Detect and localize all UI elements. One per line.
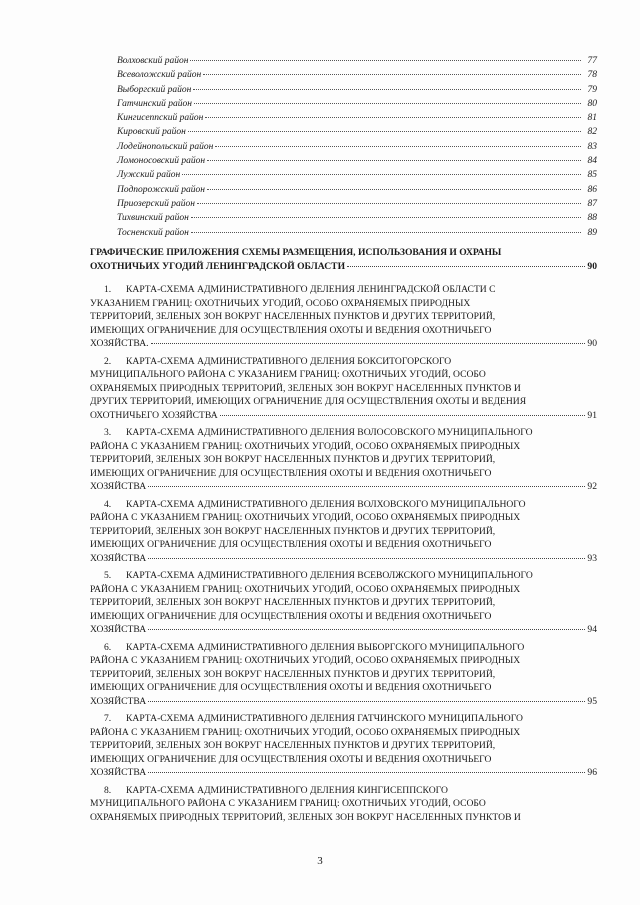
page-number: 3 [317, 855, 323, 867]
dot-leader [193, 89, 581, 90]
district-label: Подпорожский район [117, 184, 205, 195]
district-label: Лодейнопольский район [117, 141, 214, 152]
dot-leader [197, 203, 581, 204]
entry-page-number: 96 [587, 767, 597, 778]
dot-leader [207, 189, 581, 190]
district-label: Приозерский район [117, 198, 195, 209]
district-label: Тихвинский район [117, 213, 189, 224]
entry-text-line: КАРТА-СХЕМА АДМИНИСТРАТИВНОГО ДЕЛЕНИЯ ГАТЧИНСКОГО МУНИЦИПАЛЬНОГО [126, 713, 523, 724]
entry-text-line: УКАЗАНИЕМ ГРАНИЦ: ОХОТНИЧЬИХ УГОДИЙ, ОСОБО ОХРАНЯЕМЫХ ПРИРОДНЫХ [90, 297, 471, 309]
entry-text-line: ИМЕЮЩИХ ОГРАНИЧЕНИЕ ДЛЯ ОСУЩЕСТВЛЕНИЯ ОХОТЫ И ВЕДЕНИЯ ОХОТНИЧЬЕГО [90, 682, 492, 693]
entry-text-line: ХОЗЯЙСТВА [90, 624, 147, 635]
entry-text-line: ТЕРРИТОРИЙ, ЗЕЛЕНЫХ ЗОН ВОКРУГ НАСЕЛЕННЫХ ПУНКТОВ И ДРУГИХ ТЕРРИТОРИЙ, [90, 525, 496, 537]
entry-text-line: РАЙОНА С УКАЗАНИЕМ ГРАНИЦ: ОХОТНИЧЬИХ УГОДИЙ, ОСОБО ОХРАНЯЕМЫХ ПРИРОДНЫХ [90, 583, 521, 595]
toc-map-entry[interactable] [90, 355, 597, 423]
dot-leader [148, 558, 585, 559]
entry-text-line: ХОЗЯЙСТВА [90, 695, 147, 707]
toc-map-entry[interactable] [90, 426, 597, 494]
toc-district-row[interactable] [117, 142, 597, 156]
entry-number: 2. [104, 355, 112, 367]
entry-page-number: 93 [587, 552, 597, 564]
dot-leader [347, 266, 585, 267]
toc-district-row[interactable] [117, 199, 597, 213]
section-page-number: 90 [587, 260, 597, 272]
dot-leader [194, 103, 581, 104]
district-label: Гатчинский район [117, 98, 193, 109]
toc-district-row[interactable] [117, 56, 597, 70]
district-page-number: 83 [587, 141, 597, 152]
district-page-number: 85 [587, 170, 597, 181]
entry-text-line: МУНИЦИПАЛЬНОГО РАЙОНА С УКАЗАНИЕМ ГРАНИЦ: ОХОТНИЧЬИХ УГОДИЙ, ОСОБО [90, 798, 486, 809]
entry-text-line: КАРТА-СХЕМА АДМИНИСТРАТИВНОГО ДЕЛЕНИЯ БОКСИТОГОРСКОГО [126, 355, 452, 367]
section-title-line-2: ОХОТНИЧЬИХ УГОДИЙ ЛЕНИНГРАДСКОЙ ОБЛАСТИ [90, 260, 346, 272]
dot-leader [148, 629, 585, 630]
district-page-number: 89 [587, 227, 597, 238]
entry-text-line: КАРТА-СХЕМА АДМИНИСТРАТИВНОГО ДЕЛЕНИЯ ВОЛХОВСКОГО МУНИЦИПАЛЬНОГО [126, 498, 526, 510]
district-page-number: 80 [587, 98, 597, 109]
district-label: Выборгский район [117, 84, 192, 95]
entry-text-line: МУНИЦИПАЛЬНОГО РАЙОНА С УКАЗАНИЕМ ГРАНИЦ: ОХОТНИЧЬИХ УГОДИЙ, ОСОБО [90, 369, 486, 380]
entry-text-line: КАРТА-СХЕМА АДМИНИСТРАТИВНОГО ДЕЛЕНИЯ ВСЕВОЛЖСКОГО МУНИЦИПАЛЬНОГО [126, 570, 533, 581]
district-page-number: 77 [587, 56, 597, 66]
toc-district-list [117, 56, 597, 242]
district-page-number: 87 [587, 198, 597, 209]
dot-leader [148, 701, 585, 702]
district-page-number: 88 [587, 213, 597, 224]
toc-district-row[interactable] [117, 85, 597, 99]
entry-text-line: ДРУГИХ ТЕРРИТОРИЙ, ИМЕЮЩИХ ОГРАНИЧЕНИЕ ДЛЯ ОСУЩЕСТВЛЕНИЯ ОХОТЫ И ВЕДЕНИЯ [90, 396, 527, 407]
dot-leader [182, 174, 581, 175]
entry-number: 4. [104, 498, 112, 510]
dot-leader [207, 160, 581, 161]
dot-leader [215, 146, 581, 147]
section-title-line-1: ГРАФИЧЕСКИЕ ПРИЛОЖЕНИЯ СХЕМЫ РАЗМЕЩЕНИЯ, ИСПОЛЬЗОВАНИЯ И ОХРАНЫ [90, 247, 502, 258]
entry-page-number: 91 [587, 409, 597, 421]
entry-text-line: ИМЕЮЩИХ ОГРАНИЧЕНИЕ ДЛЯ ОСУЩЕСТВЛЕНИЯ ОХОТЫ И ВЕДЕНИЯ ОХОТНИЧЬЕГО [90, 610, 492, 622]
entry-text-line: ХОЗЯЙСТВА [90, 481, 147, 492]
entry-number: 1. [104, 284, 112, 295]
toc-map-entry[interactable] [90, 712, 597, 780]
dot-leader [205, 117, 581, 118]
toc-district-row[interactable] [117, 213, 597, 227]
dot-leader [151, 343, 586, 344]
toc-district-row[interactable] [117, 185, 597, 199]
district-page-number: 82 [587, 127, 597, 138]
district-label: Лужский район [117, 170, 181, 181]
district-label: Волховский район [117, 56, 189, 66]
entry-text-line: ХОЗЯЙСТВА [90, 767, 147, 778]
entry-text-line: ТЕРРИТОРИЙ, ЗЕЛЕНЫХ ЗОН ВОКРУГ НАСЕЛЕННЫХ ПУНКТОВ И ДРУГИХ ТЕРРИТОРИЙ, [90, 454, 496, 465]
entry-number: 5. [104, 570, 112, 581]
toc-map-entry[interactable] [90, 784, 597, 825]
entry-text-line: ТЕРРИТОРИЙ, ЗЕЛЕНЫХ ЗОН ВОКРУГ НАСЕЛЕННЫХ ПУНКТОВ И ДРУГИХ ТЕРРИТОРИЙ, [90, 668, 496, 680]
toc-district-row[interactable] [117, 113, 597, 127]
toc-map-entry[interactable] [90, 283, 597, 351]
entry-page-number: 90 [587, 338, 597, 349]
toc-district-row[interactable] [117, 228, 597, 242]
dot-leader [191, 217, 581, 218]
toc-map-entry[interactable] [90, 569, 597, 637]
entry-page-number: 95 [587, 695, 597, 707]
entry-text-line: ОХОТНИЧЬЕГО ХОЗЯЙСТВА [90, 409, 218, 421]
entry-text-line: ОХРАНЯЕМЫХ ПРИРОДНЫХ ТЕРРИТОРИЙ, ЗЕЛЕНЫХ ЗОН ВОКРУГ НАСЕЛЕННЫХ ПУНКТОВ И [90, 811, 521, 823]
district-page-number: 84 [587, 156, 597, 167]
entry-text-line: РАЙОНА С УКАЗАНИЕМ ГРАНИЦ: ОХОТНИЧЬИХ УГОДИЙ, ОСОБО ОХРАНЯЕМЫХ ПРИРОДНЫХ [90, 440, 521, 452]
toc-map-entry[interactable] [90, 498, 597, 566]
dot-leader [188, 131, 581, 132]
entry-text-line: ТЕРРИТОРИЙ, ЗЕЛЕНЫХ ЗОН ВОКРУГ НАСЕЛЕННЫХ ПУНКТОВ И ДРУГИХ ТЕРРИТОРИЙ, [90, 597, 496, 608]
entry-text-line: ТЕРРИТОРИЙ, ЗЕЛЕНЫХ ЗОН ВОКРУГ НАСЕЛЕННЫХ ПУНКТОВ И ДРУГИХ ТЕРРИТОРИЙ, [90, 740, 496, 751]
entry-number: 8. [104, 784, 112, 796]
district-label: Тосненский район [117, 227, 189, 238]
toc-district-row[interactable] [117, 70, 597, 84]
district-label: Кингисеппский район [117, 113, 204, 124]
dot-leader [191, 232, 581, 233]
entry-text-line: РАЙОНА С УКАЗАНИЕМ ГРАНИЦ: ОХОТНИЧЬИХ УГОДИЙ, ОСОБО ОХРАНЯЕМЫХ ПРИРОДНЫХ [90, 726, 521, 738]
dot-leader [148, 772, 585, 773]
entry-text-line: КАРТА-СХЕМА АДМИНИСТРАТИВНОГО ДЕЛЕНИЯ ВЫБОРГСКОГО МУНИЦИПАЛЬНОГО [126, 641, 525, 653]
district-page-number: 86 [587, 184, 597, 195]
entry-number: 3. [104, 427, 112, 438]
toc-map-entries [90, 283, 597, 828]
entry-page-number: 94 [587, 624, 597, 635]
entry-text-line: ХОЗЯЙСТВА. [90, 338, 149, 349]
entry-text-line: ОХРАНЯЕМЫХ ПРИРОДНЫХ ТЕРРИТОРИЙ, ЗЕЛЕНЫХ ЗОН ВОКРУГ НАСЕЛЕННЫХ ПУНКТОВ И [90, 382, 521, 394]
entry-text-line: КАРТА-СХЕМА АДМИНИСТРАТИВНОГО ДЕЛЕНИЯ КИНГИСЕППСКОГО [126, 784, 448, 796]
district-label: Ломоносовский район [117, 156, 206, 167]
dot-leader [148, 486, 585, 487]
entry-text-line: ИМЕЮЩИХ ОГРАНИЧЕНИЕ ДЛЯ ОСУЩЕСТВЛЕНИЯ ОХОТЫ И ВЕДЕНИЯ ОХОТНИЧЬЕГО [90, 753, 492, 765]
entry-text-line: РАЙОНА С УКАЗАНИЕМ ГРАНИЦ: ОХОТНИЧЬИХ УГОДИЙ, ОСОБО ОХРАНЯЕМЫХ ПРИРОДНЫХ [90, 655, 521, 666]
dot-leader [190, 60, 581, 61]
toc-district-row[interactable] [117, 127, 597, 141]
toc-district-row[interactable] [117, 99, 597, 113]
toc-district-row[interactable] [117, 156, 597, 170]
district-page-number: 78 [587, 70, 597, 81]
toc-district-row[interactable] [117, 170, 597, 184]
entry-text-line: РАЙОНА С УКАЗАНИЕМ ГРАНИЦ: ОХОТНИЧЬИХ УГОДИЙ, ОСОБО ОХРАНЯЕМЫХ ПРИРОДНЫХ [90, 512, 521, 523]
dot-leader [203, 74, 581, 75]
toc-map-entry[interactable] [90, 641, 597, 709]
entry-text-line: ИМЕЮЩИХ ОГРАНИЧЕНИЕ ДЛЯ ОСУЩЕСТВЛЕНИЯ ОХОТЫ И ВЕДЕНИЯ ОХОТНИЧЬЕГО [90, 539, 492, 550]
entry-number: 7. [104, 713, 112, 724]
dot-leader [220, 415, 586, 416]
district-label: Всеволожский район [117, 70, 202, 81]
entry-page-number: 92 [587, 481, 597, 492]
entry-text-line: ИМЕЮЩИХ ОГРАНИЧЕНИЕ ДЛЯ ОСУЩЕСТВЛЕНИЯ ОХОТЫ И ВЕДЕНИЯ ОХОТНИЧЬЕГО [90, 467, 492, 479]
entry-number: 6. [104, 641, 112, 653]
entry-text-line: КАРТА-СХЕМА АДМИНИСТРАТИВНОГО ДЕЛЕНИЯ ВОЛОСОВСКОГО МУНИЦИПАЛЬНОГО [126, 427, 533, 438]
entry-text-line: КАРТА-СХЕМА АДМИНИСТРАТИВНОГО ДЕЛЕНИЯ ЛЕНИНГРАДСКОЙ ОБЛАСТИ С [126, 284, 496, 295]
district-label: Кировский район [117, 127, 186, 138]
toc-section-heading[interactable] [90, 246, 597, 273]
district-page-number: 81 [587, 113, 597, 124]
district-page-number: 79 [587, 84, 597, 95]
entry-text-line: ХОЗЯЙСТВА [90, 552, 147, 564]
entry-text-line: ИМЕЮЩИХ ОГРАНИЧЕНИЕ ДЛЯ ОСУЩЕСТВЛЕНИЯ ОХОТЫ И ВЕДЕНИЯ ОХОТНИЧЬЕГО [90, 324, 492, 336]
entry-text-line: ТЕРРИТОРИЙ, ЗЕЛЕНЫХ ЗОН ВОКРУГ НАСЕЛЕННЫХ ПУНКТОВ И ДРУГИХ ТЕРРИТОРИЙ, [90, 311, 496, 322]
